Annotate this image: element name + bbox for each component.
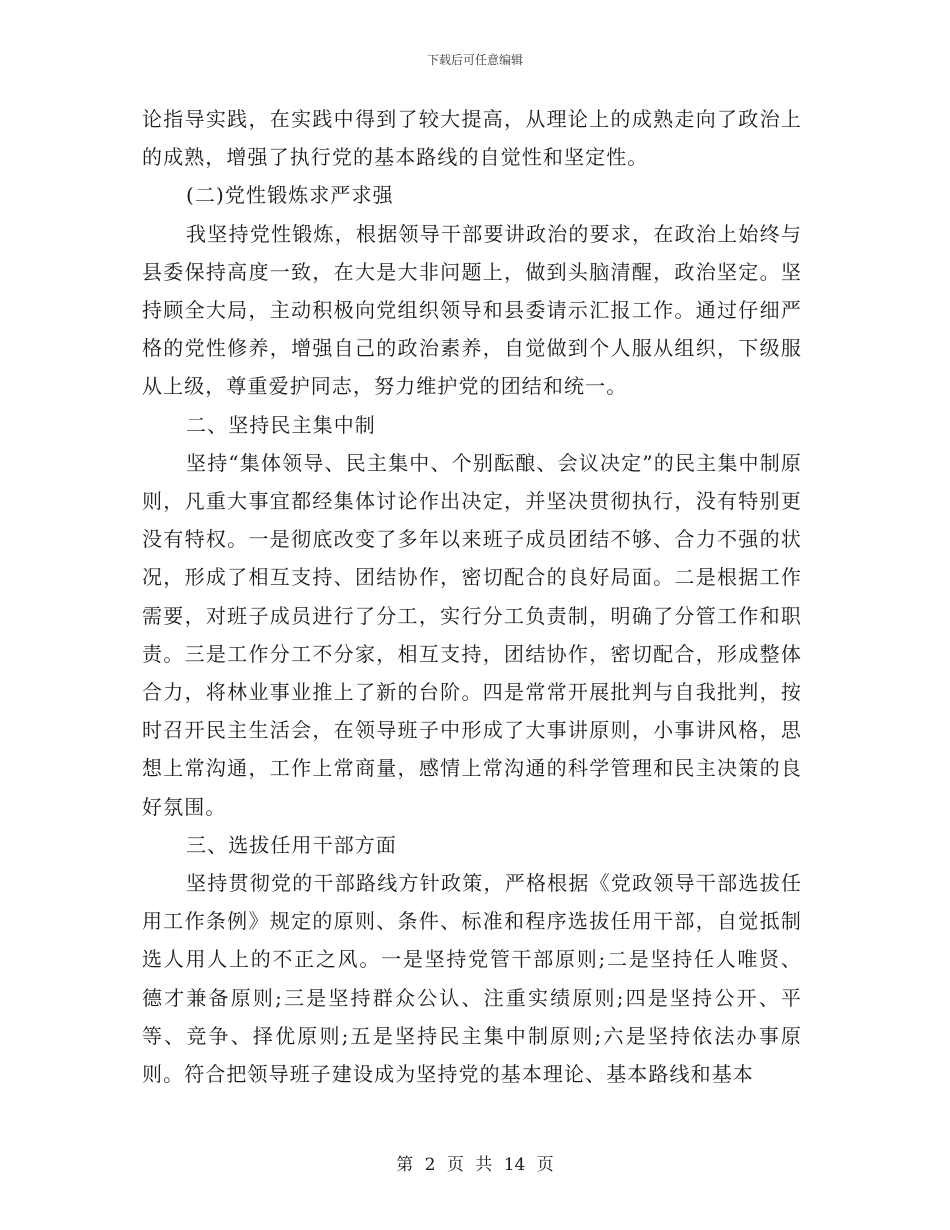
section-heading-party-spirit: (二)党性锻炼求严求强: [186, 183, 394, 208]
paragraph-party-spirit: 我坚持党性锻炼，根据领导干部要讲政治的要求，在政治上始终与县委保持高度一致，在大是大非问题上，做到头脑清醒，政治坚定。坚持顾全大局，主动积极向党组织领导和县委请示汇报工作。通过仔细严格的党性修养，增强自己的政治素养，自觉做到个人服从组织，下级服从上级，尊重爱护同志，努力维护党的团结和统一。: [142, 221, 802, 399]
page-header: 下载后可任意编辑: [426, 53, 523, 67]
section-heading-cadre-selection: 三、选拔任用干部方面: [186, 832, 397, 857]
paragraph-cadre-selection: 坚持贯彻党的干部路线方针政策，严格根据《党政领导干部选拔任用工作条例》规定的原则、条件、标准和程序选拔任用干部，自觉抵制选人用人上的不正之风。一是坚持党管干部原则;二是坚持任人唯贤、德才兼备原则;三是坚持群众公认、注重实绩原则;四是坚持公开、平等、竞争、择优原则;五是坚持民主集中制原则;六是坚持依法办事原则。符合把领导班子建设成为坚持党的基本理论、基本路线和基本: [142, 871, 802, 1087]
section-heading-democratic-centralism: 二、坚持民主集中制: [186, 412, 376, 437]
paragraph-democratic-centralism: 坚持“集体领导、民主集中、个别酝酿、会议决定”的民主集中制原则，凡重大事宜都经集体讨论作出决定，并坚决贯彻执行，没有特别更没有特权。一是彻底改变了多年以来班子成员团结不够、合力不强的状况，形成了相互支持、团结协作，密切配合的良好局面。二是根据工作需要，对班子成员进行了分工，实行分工负责制，明确了分管工作和职责。三是工作分工不分家，相互支持，团结协作，密切配合，形成整体合力，将林业事业推上了新的台阶。四是常常开展批判与自我批判，按时召开民主生活会，在领导班子中形成了大事讲原则，小事讲风格，思想上常沟通，工作上常商量，感情上常沟通的科学管理和民主决策的良好氛围。: [142, 450, 802, 819]
page-number-footer: 第 2 页 共 14 页: [396, 1155, 554, 1175]
paragraph-continuation: 论指导实践，在实践中得到了较大提高，从理论上的成熟走向了政治上的成熟，增强了执行党的基本路线的自觉性和坚定性。: [142, 107, 802, 170]
document-body: [142, 100, 802, 1093]
